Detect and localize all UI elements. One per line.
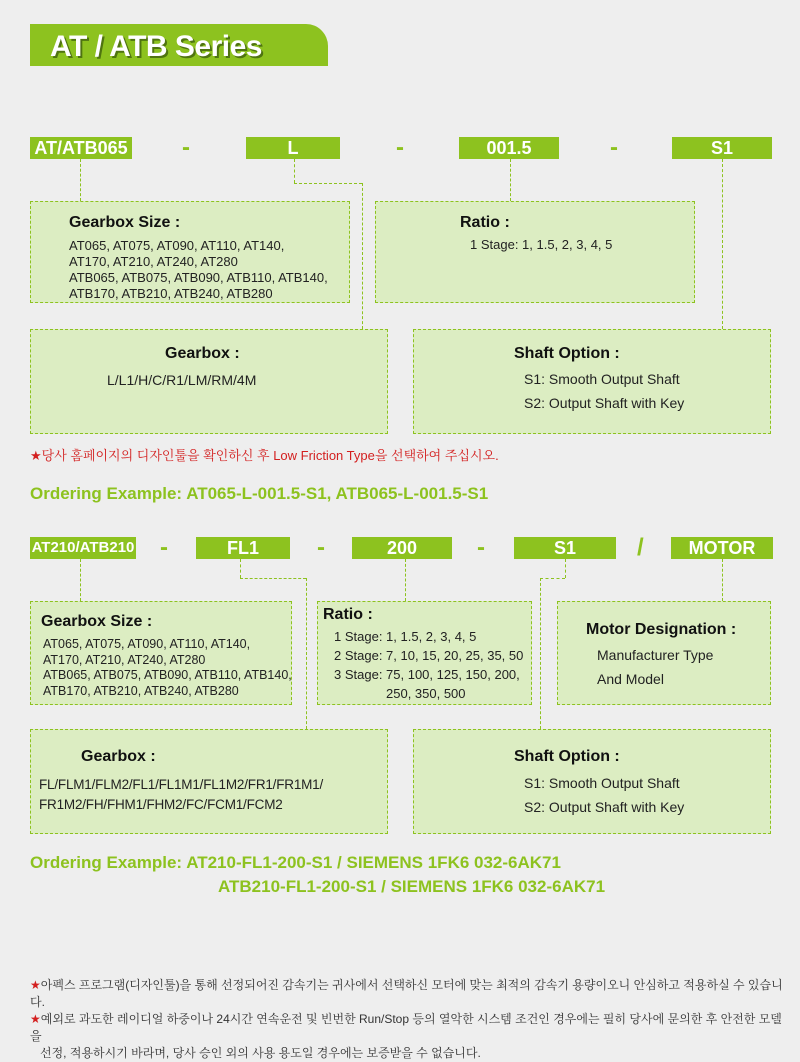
connector-line [306,578,307,729]
shaft-option-line: S2: Output Shaft with Key [524,799,685,815]
separator-dash: - [396,134,404,161]
shaft-option-line: S1: Smooth Output Shaft [524,775,680,791]
star-icon: ★ [30,978,41,992]
gearbox-box-2 [30,729,388,834]
code-gearbox-size-2-label: AT210/ATB210 [31,539,135,556]
gearbox-size-line: AT065, AT075, AT090, AT110, AT140, [69,238,285,253]
connector-line [240,559,241,578]
ratio-box-2 [317,601,532,705]
gearbox-size-heading-2: Gearbox Size : [41,613,153,630]
gearbox-size-line: ATB170, ATB210, ATB240, ATB280 [69,286,273,301]
shaft-option-heading: Shaft Option : [514,345,620,362]
connector-line [80,159,81,201]
footer-note-text: 아펙스 프로그램(디자인툴)을 통해 선정되어진 감속기는 귀사에서 선택하신 모터에 맞는 최적의 감속기 용량이오니 안심하고 적용하실 수 있습니다. [30,978,783,1009]
code-ratio-2 [352,537,452,559]
ratio-list-2 [334,627,523,703]
footer-note [30,977,790,1011]
ratio-line: 2 Stage: 7, 10, 15, 20, 25, 35, 50 [334,648,524,663]
connector-line [362,183,363,329]
code-gearbox-size-2 [30,537,136,559]
connector-line [80,559,81,601]
ratio-line: 250, 350, 500 [386,686,466,701]
code-ratio [459,137,559,159]
connector-line [540,578,541,729]
gearbox-box [30,329,388,434]
connector-line [510,159,511,201]
connector-line [540,578,565,579]
connector-line [722,559,723,601]
series-title: AT / ATB Series [50,30,262,63]
ratio-line: 1 Stage: 1, 1.5, 2, 3, 4, 5 [470,237,613,252]
connector-line [405,559,406,601]
motor-designation-line: Manufacturer Type [597,647,714,663]
ratio-box [375,201,695,303]
gearbox-size-line: ATB170, ATB210, ATB240, ATB280 [43,683,239,698]
shaft-option-list-2 [524,771,684,819]
footer-note [30,1011,790,1045]
shaft-option-heading-2: Shaft Option : [514,748,620,765]
gearbox-size-list [69,238,349,302]
code-gearbox-2-label: FL1 [226,538,259,558]
ordering-example-2: Ordering Example: AT210-FL1-200-S1 / SIEMENS 1FK6 032-6AK71 [30,853,561,872]
code-gearbox-size [30,137,132,159]
motor-designation-heading: Motor Designation : [586,621,737,638]
code-gearbox [246,137,340,159]
code-shaft [672,137,772,159]
ratio-line: 1 Stage: 1, 1.5, 2, 3, 4, 5 [334,629,477,644]
motor-designation-line: And Model [597,671,664,687]
gearbox-size-box-2 [30,601,292,705]
gearbox-types-line: FR1M2/FH/FHM1/FHM2/FC/FCM1/FCM2 [39,797,283,812]
separator-slash: / [637,534,644,561]
separator-dash: - [160,534,168,561]
motor-designation-list [597,643,713,691]
ratio-heading-2: Ratio : [323,606,373,623]
connector-line [240,578,306,579]
low-friction-note [30,445,499,464]
footer-note-text: 선정, 적용하시기 바라며, 당사 승인 외의 사용 용도일 경우에는 보증받을 수 없습니다. [40,1046,481,1060]
gearbox-types: L/L1/H/C/R1/LM/RM/4M [107,372,257,388]
shaft-option-line: S2: Output Shaft with Key [524,395,685,411]
gearbox-size-line: ATB065, ATB075, ATB090, ATB110, ATB140, [43,668,292,682]
code-gearbox-2 [196,537,290,559]
gearbox-size-heading: Gearbox Size : [69,214,181,231]
footer-note-text: 예외로 과도한 레이디얼 하중이나 24시간 연속운전 및 빈번한 Run/Stop 등의 열악한 시스템 조건인 경우에는 필히 당사에 문의한 후 안전한 모델을 [30,1012,782,1043]
code-ratio-label: 001.5 [486,138,532,158]
low-friction-note-text: 당사 홈페이지의 디자인툴을 확인하신 후 Low Friction Type을 선택하여 주십시오. [41,448,499,463]
gearbox-size-line: AT065, AT075, AT090, AT110, AT140, [43,637,251,651]
ratio-heading: Ratio : [460,214,510,231]
connector-line [722,159,723,329]
shaft-option-line: S1: Smooth Output Shaft [524,371,680,387]
gearbox-types-line: FL/FLM1/FLM2/FL1/FL1M1/FL1M2/FR1/FR1M1/ [39,777,324,792]
gearbox-size-list-2 [43,637,293,699]
gearbox-size-line: ATB065, ATB075, ATB090, ATB110, ATB140, [69,270,328,285]
shaft-option-box [413,329,771,434]
code-gearbox-size-label: AT/ATB065 [34,138,128,158]
shaft-option-box-2 [413,729,771,834]
code-motor [671,537,773,559]
motor-designation-box [557,601,771,705]
code-ratio-2-label: 200 [386,538,418,558]
gearbox-size-line: AT170, AT210, AT240, AT280 [43,652,206,667]
code-motor-label: MOTOR [688,538,756,558]
connector-line [565,559,566,578]
gearbox-heading: Gearbox : [165,345,240,362]
separator-dash: - [477,534,485,561]
connector-line [294,183,362,184]
separator-dash: - [610,134,618,161]
separator-dash: - [182,134,190,161]
separator-dash: - [317,534,325,561]
gearbox-size-box [30,201,350,303]
star-icon: ★ [30,1012,41,1026]
shaft-option-list [524,367,684,415]
code-shaft-2-label: S1 [553,538,577,558]
code-shaft-label: S1 [710,138,734,158]
code-shaft-2 [514,537,616,559]
star-icon: ★ [30,448,42,463]
ordering-example-1: Ordering Example: AT065-L-001.5-S1, ATB065-L-001.5-S1 [30,484,489,503]
gearbox-size-line: AT170, AT210, AT240, AT280 [69,254,238,269]
ratio-line: 3 Stage: 75, 100, 125, 150, 200, [334,667,520,682]
gearbox-types-2 [39,775,323,815]
code-gearbox-label: L [287,138,299,158]
gearbox-heading-2: Gearbox : [81,748,156,765]
connector-line [294,159,295,183]
ordering-example-2-continued: ATB210-FL1-200-S1 / SIEMENS 1FK6 032-6AK71 [218,877,606,896]
series-title-tab [30,24,328,66]
footer-notes [30,977,790,1062]
